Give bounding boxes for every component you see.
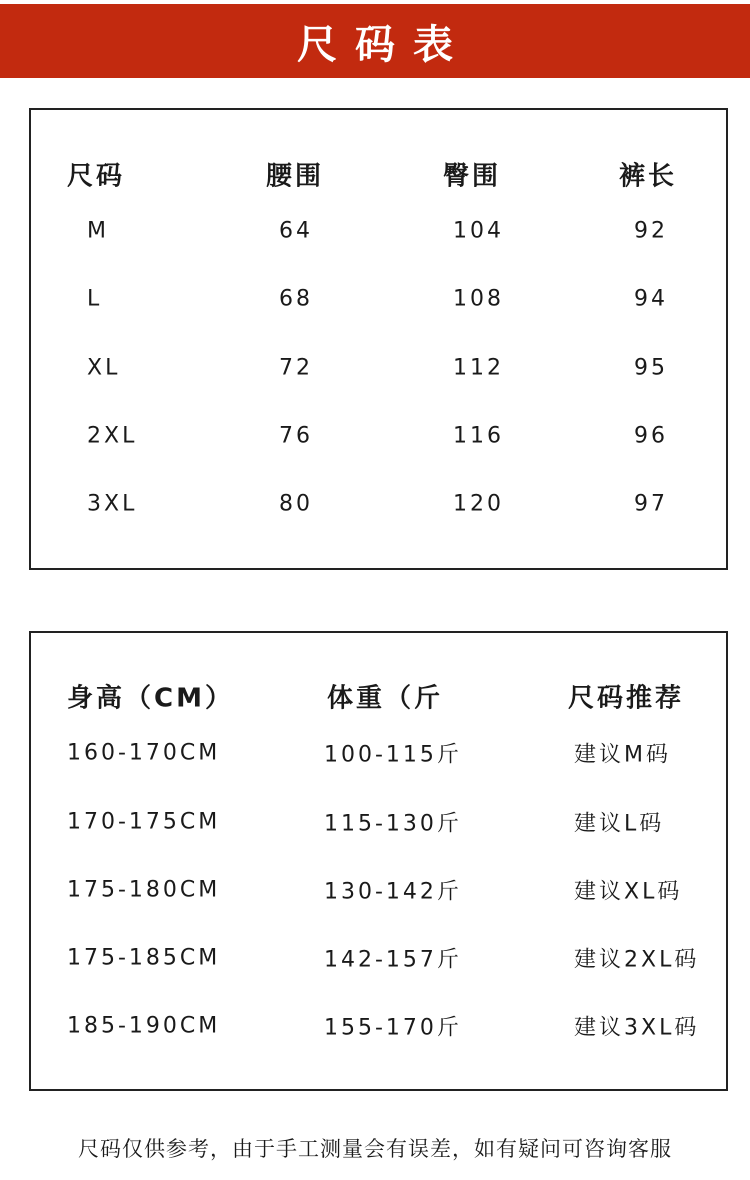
size-cell: M <box>87 218 109 244</box>
length-cell: 94 <box>634 286 668 312</box>
recommend-cell: 建议2XL码 <box>574 947 700 973</box>
recommend-cell: 建议M码 <box>574 742 671 768</box>
size-chart-table <box>29 108 728 570</box>
recommend-cell: 建议3XL码 <box>574 1015 700 1041</box>
size-header-size: 尺码 <box>67 161 126 192</box>
height-cell: 185-190CM <box>67 1013 221 1039</box>
waist-cell: 76 <box>279 423 313 449</box>
size-header-length: 裤长 <box>619 161 678 192</box>
size-cell: 2XL <box>87 423 138 449</box>
waist-cell: 72 <box>279 355 313 381</box>
length-cell: 95 <box>634 355 668 381</box>
weight-cell: 155-170斤 <box>324 1015 462 1041</box>
size-header-hip: 臀围 <box>443 161 502 192</box>
hip-cell: 112 <box>453 355 504 381</box>
header-bar <box>0 4 750 78</box>
recommend-cell: 建议XL码 <box>574 879 683 905</box>
waist-cell: 80 <box>279 491 313 517</box>
hip-cell: 120 <box>453 491 504 517</box>
weight-cell: 115-130斤 <box>324 811 462 837</box>
recommend-cell: 建议L码 <box>574 811 665 837</box>
length-cell: 92 <box>634 218 668 244</box>
weight-cell: 130-142斤 <box>324 879 462 905</box>
height-cell: 160-170CM <box>67 740 221 766</box>
height-cell: 175-180CM <box>67 877 221 903</box>
length-cell: 96 <box>634 423 668 449</box>
waist-cell: 64 <box>279 218 313 244</box>
hip-cell: 108 <box>453 286 504 312</box>
size-recommendation-table <box>29 631 728 1091</box>
measurement-disclaimer: 尺码仅供参考，由于手工测量会有误差，如有疑问可咨询客服 <box>78 1137 672 1161</box>
waist-cell: 68 <box>279 286 313 312</box>
height-cell: 175-185CM <box>67 945 221 971</box>
rec-header-weight: 体重（斤 <box>327 683 444 714</box>
size-header-waist: 腰围 <box>266 161 325 192</box>
weight-cell: 142-157斤 <box>324 947 462 973</box>
size-cell: L <box>87 286 103 312</box>
hip-cell: 116 <box>453 423 504 449</box>
height-cell: 170-175CM <box>67 809 221 835</box>
hip-cell: 104 <box>453 218 504 244</box>
size-cell: XL <box>87 355 121 381</box>
weight-cell: 100-115斤 <box>324 742 462 768</box>
size-cell: 3XL <box>87 491 138 517</box>
page-title: 尺码表 <box>297 21 471 68</box>
rec-header-height: 身高（CM） <box>67 683 234 714</box>
rec-header-size: 尺码推荐 <box>568 683 685 714</box>
length-cell: 97 <box>634 491 668 517</box>
